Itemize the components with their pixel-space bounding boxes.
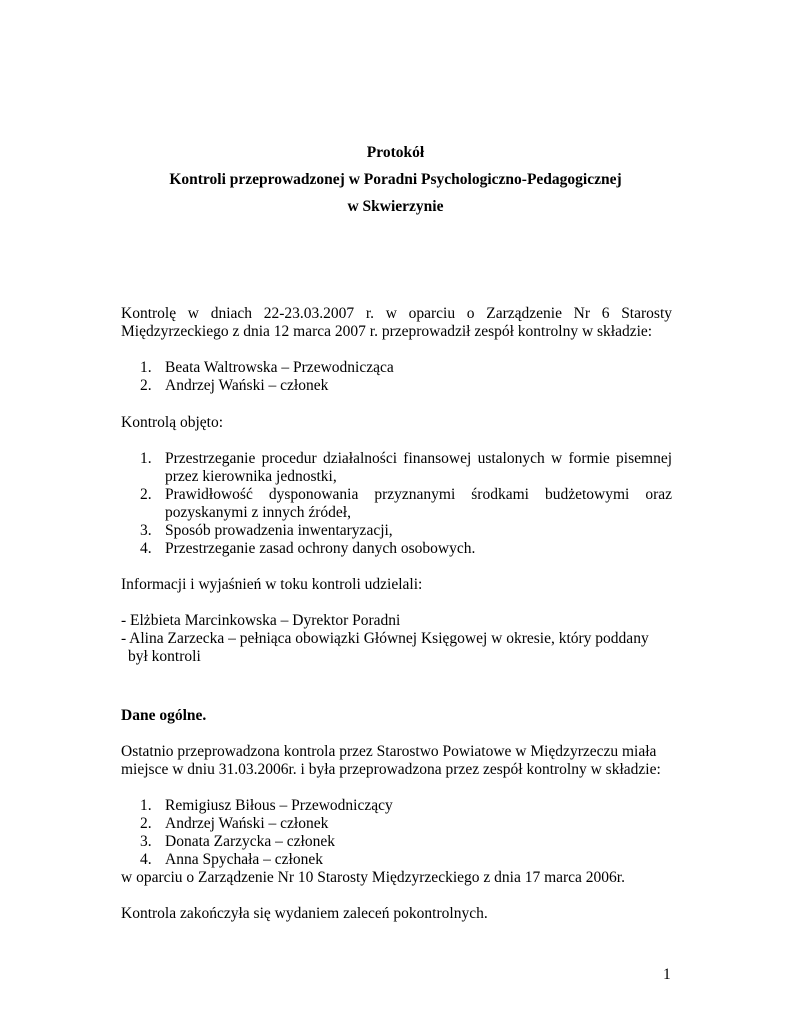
list-item: 1. Remigiusz Biłous – Przewodniczący — [140, 797, 393, 814]
team-list — [140, 359, 672, 395]
previous-line-2: miejsce w dniu 31.03.2006r. i była przeprowadzona przez zespół kontrolny w składzie: — [121, 761, 661, 778]
scope-heading: Kontrolą objęto: — [121, 414, 224, 431]
list-item: 1. Przestrzeganie procedur działalności finansowej ustalonych w formie pisemnej przez kierownika jednostki, — [140, 450, 672, 485]
basis-line: w oparciu o Zarządzenie Nr 10 Starosty Międzyrzeckiego z dnia 17 marca 2006r. — [121, 869, 625, 886]
page-number: 1 — [663, 966, 671, 983]
intro-paragraph — [121, 305, 672, 341]
intro-line-1: Kontrolę w dniach 22-23.03.2007 r. w oparciu o Zarządzenie Nr 6 Starosty — [121, 305, 672, 322]
list-item: 4. Przestrzeganie zasad ochrony danych osobowych. — [140, 540, 476, 557]
document-title — [0, 139, 791, 220]
title-line-1: Protokół — [366, 144, 425, 161]
list-item: 3. Donata Zarzycka – członek — [140, 833, 335, 850]
scope-list — [140, 450, 672, 558]
previous-line-1: Ostatnio przeprowadzona kontrola przez Starostwo Powiatowe w Międzyrzeczu miała — [121, 743, 657, 760]
general-heading: Dane ogólne. — [121, 707, 207, 724]
title-line-3: w Skwierzynie — [347, 198, 444, 215]
informant-line-3: był kontroli — [128, 648, 201, 665]
list-item: 2. Andrzej Wański – członek — [140, 815, 329, 832]
list-item: 3. Sposób prowadzenia inwentaryzacji, — [140, 522, 393, 539]
previous-control-paragraph — [121, 743, 681, 779]
informants-block — [121, 612, 681, 666]
informant-line-2: - Alina Zarzecka – pełniąca obowiązki Głównej Księgowej w okresie, który poddany — [121, 630, 649, 647]
conclusion-line: Kontrola zakończyła się wydaniem zaleceń pokontrolnych. — [121, 905, 488, 922]
list-item: 1. Beata Waltrowska – Przewodnicząca — [140, 359, 394, 376]
previous-team-list — [140, 797, 672, 869]
list-item: 4. Anna Spychała – członek — [140, 851, 323, 868]
list-item: 2. Prawidłowość dysponowania przyznanymi środkami budżetowymi oraz pozyskanymi z innych źródeł, — [140, 486, 672, 521]
list-item: 2. Andrzej Wański – członek — [140, 377, 329, 394]
intro-line-2: Międzyrzeckiego z dnia 12 marca 2007 r. przeprowadził zespół kontrolny w składzie: — [121, 323, 653, 340]
title-line-2: Kontroli przeprowadzonej w Poradni Psychologiczno-Pedagogicznej — [169, 171, 622, 188]
info-heading: Informacji i wyjaśnień w toku kontroli udzielali: — [121, 576, 423, 593]
informant-line-1: - Elżbieta Marcinkowska – Dyrektor Poradni — [121, 612, 401, 629]
